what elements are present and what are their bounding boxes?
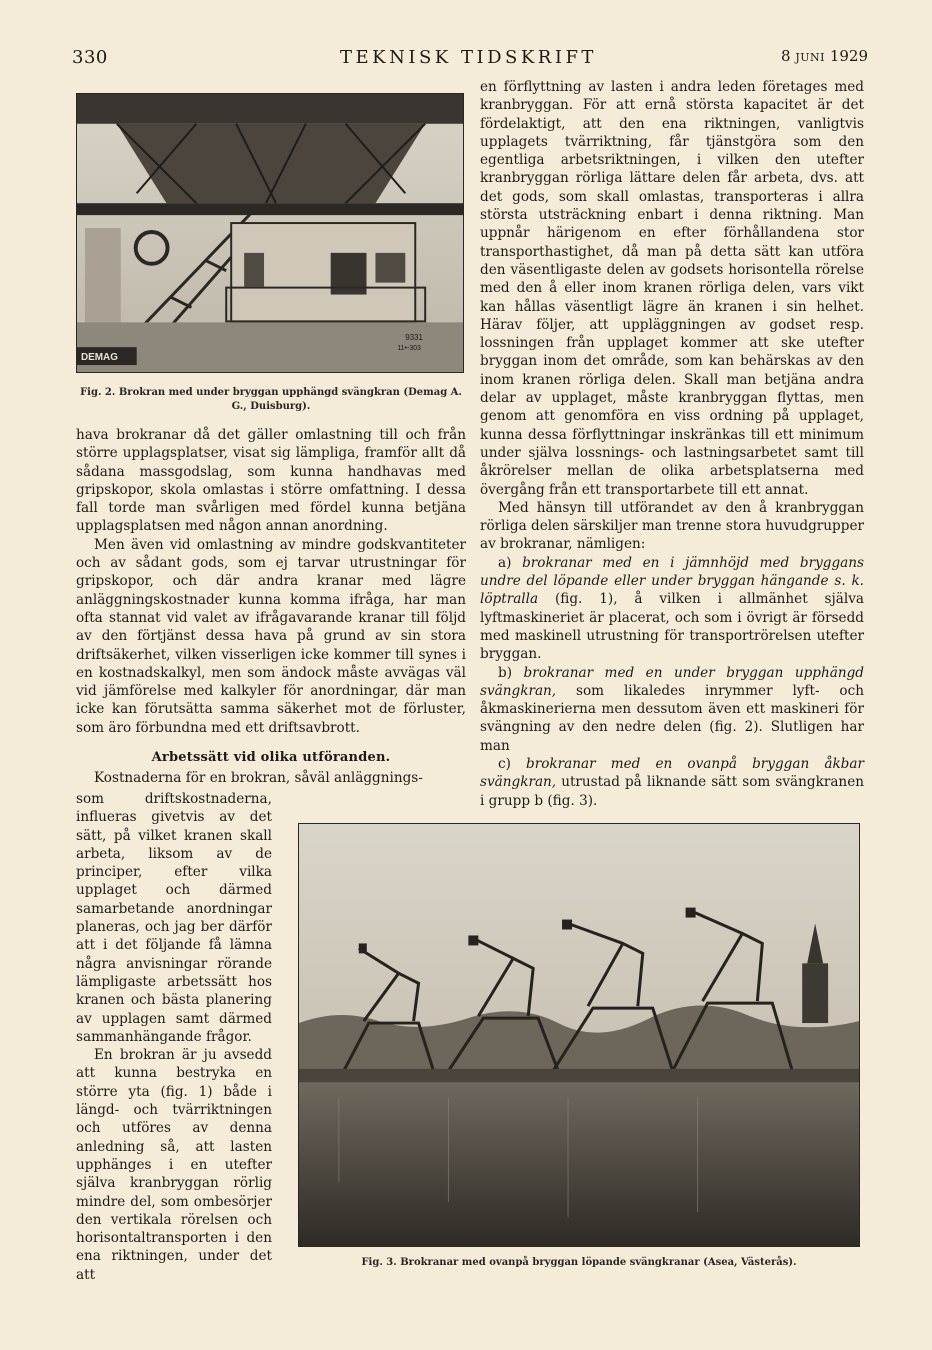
list-item: c) brokranar med en ovanpå bryggan åkbar svängkran, utrustad på liknande sätt som svängkranen i grupp b (fig. 3). [480, 755, 864, 809]
list-item: a) brokranar med en i jämnhöjd med bryggans undre del löpande eller under bryggan hängande s. k. löptralla (fig. 1), å vilken i allmänhet själva lyftmaskineriet är placerat, och som i övrigt är försedd med maskinell utrustning för transportrörelsen utefter bryggan. [480, 554, 864, 663]
paragraph: En brokran är ju avsedd att kunna bestryka en större yta (fig. 1) både i längd- och tvärriktningen och utföres av denna anledning så, att lasten upphänges i en utefter själva kranbryggan rörlig mindre del, som ombesörjer den vertikala rörelsen och horisontaltransporten i den ena riktningen, under det att [76, 1047, 272, 1283]
journal-title: TEKNISK TIDSKRIFT [340, 47, 597, 68]
paragraph: Men även vid omlastning av mindre godskvantiteter och av sådant gods, som ej tarvar utrustningar för gripskopor, och där andra kranar med lägre anläggningskostnader kunna komma ifråga, har man ofta stannat vid valet av ifrågavarande kranar till följd av den förtjänst dessa hava på grund av sin stora driftsäkerhet, vilken visserligen icke kommer till synes i en kostnadskalkyl, men som ändock måste avvägas väl vid jämförelse med kalkyler för anordningar, där man icke kan förutsätta samma säkerhet mot de förluster, som äro förbundna med ett driftsavbrott. [76, 536, 466, 736]
list-marker: a) [498, 554, 512, 571]
section-heading: Arbetssätt vid olika utföranden. [151, 750, 391, 766]
left-column [76, 426, 466, 788]
negative-ref: 11•-303 [397, 345, 421, 353]
issue-year: 1929 [829, 47, 868, 65]
issue-month: JUNI [795, 51, 826, 64]
list-marker: b) [498, 664, 513, 681]
italic-term: brokranar med en i jämnhöjd med bryggans undre del löpande eller under bryggan hängande s. k. löptralla [480, 554, 864, 608]
negative-number: 9331 [405, 333, 423, 343]
italic-term: brokranar med en under bryggan upphängd svängkran, [480, 664, 864, 699]
bottom-left-column [76, 790, 272, 1284]
paragraph: Med hänsyn till utförandet av den å kranbryggan rörliga delen särskiljer man trenne stora huvudgrupper av brokranar, nämligen: [480, 499, 864, 553]
issue-day: 8 [781, 47, 791, 65]
page-header [72, 47, 868, 71]
list-item: b) brokranar med en under bryggan upphängd svängkran, som likaledes inrymmer lyft- och åkmaskinerierna men dessutom även ett maskineri för svängning av den nedre delen (fig. 2). Slutligen har man [480, 664, 864, 754]
figure-3-caption: Fig. 3. Brokranar med ovanpå bryggan löpande svängkranar (Asea, Västerås). [361, 1257, 797, 1268]
page-number: 330 [72, 47, 108, 68]
paragraph: hava brokranar då det gäller omlastning till och från större upplagsplatser, visat sig lämpliga, framför allt då sådana massgodslag, som kunna handhavas med gripskopor, skola omlastas i större omfattning. I dessa fall torde man svårligen med fördel kunna betjäna upplagsplatsen med någon annan anordning. [76, 427, 466, 535]
list-marker: c) [498, 755, 511, 772]
figure-2-caption: Fig. 2. Brokran med under bryggan upphängd svängkran (Demag A. G., Duisburg). [80, 387, 462, 412]
paragraph: en förflyttning av lasten i andra leden företages med kranbryggan. För att ernå största kapacitet är det fördelaktigt, att den ena riktningen, vanligtvis upplagets tvärriktning, får tjänstgöra som den egentliga arbetsriktningen, i vilken den utefter kranbryggan rörliga lättare delen får arbeta, dvs. att det gods, som skall omlastas, transporteras i allra största utsträckning enbart i denna riktning. Man uppnår härigenom en efter förhållandena stor transporthastighet, då man på detta sätt kan utföra den väsentligaste delen av godsets horisontella rörelse med den å eller inom kranen rörliga delen, vars vikt kan hållas väsentligt lägre än kranen i sin helhet. Härav följer, att uppläggningen av godset resp. lossningen från upplaget kommer att ske utefter bryggan inom det område, som kan behärskas av den inom kranen rörliga delen. Skall man betjäna andra delar av upplaget, måste kranbryggan flyttas, men genom att genomföra en viss ordning på upplaget, kunna dessa förflyttningar inskränkas till ett minimum under själva lossnings- och lastningsarbetet samt till åkrörelser mellan de olika arbetsplatserna med övergång från ett transportarbete till ett annat. [480, 79, 864, 498]
demag-mark: DEMAG [80, 352, 118, 364]
crane-underside-photo [76, 93, 464, 373]
paragraph: Kostnaderna för en brokran, såväl anläggnings- [94, 770, 423, 787]
issue-date [781, 47, 868, 65]
figure-3-photo [298, 823, 860, 1247]
paragraph: som driftskostnaderna, influeras givetvis av det sätt, på vilket kranen skall arbeta, liksom av de principer, efter vilka upplaget och därmed samarbetande anordningar planeras, och jag ber därför att i det följande få lämna några anvisningar rörande lämpligaste arbetssätt hos kranen och bästa planering av upplagen samt därmed sammanhängande frågor. [76, 791, 272, 1045]
italic-term: brokranar med en ovanpå bryggan åkbar svängkran, [480, 755, 864, 791]
right-column [480, 78, 864, 810]
figure-2-photo [76, 93, 464, 373]
harbor-cranes-photo [298, 823, 860, 1247]
